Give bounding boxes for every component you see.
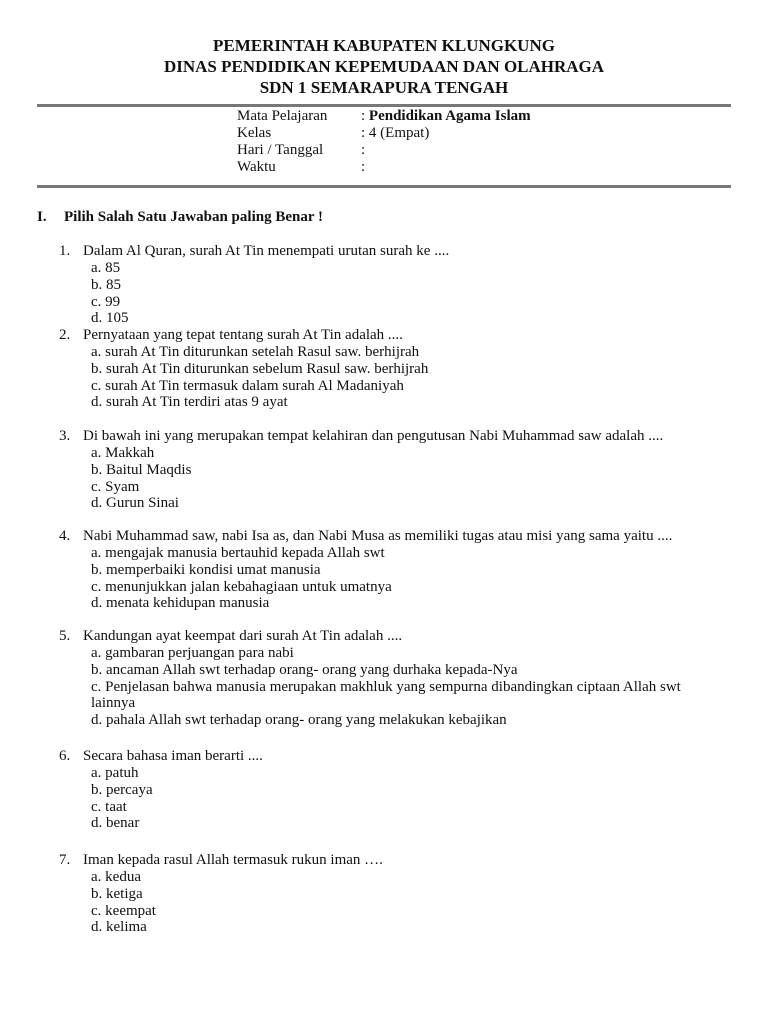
option-item: d. Gurun Sinai	[91, 495, 179, 512]
header-divider-bottom	[37, 185, 731, 188]
question-text: Secara bahasa iman berarti ....	[83, 748, 263, 764]
question-number: 7.	[59, 852, 71, 868]
info-value-class: 4 (Empat)	[368, 125, 430, 141]
info-colon: :	[361, 142, 366, 158]
option-list	[91, 545, 711, 612]
question-stem	[59, 748, 711, 765]
question-number: 1.	[59, 243, 71, 259]
option-item: c. Penjelasan bahwa manusia merupakan makhluk yang sempurna dibandingkan ciptaan Allah swt lainnya	[91, 678, 681, 712]
option-item: b. ketiga	[91, 885, 143, 902]
question-stem	[59, 852, 711, 869]
question-item	[59, 852, 711, 936]
option-item: d. kelima	[91, 919, 147, 936]
info-colon: :	[361, 125, 369, 141]
option-item: d. menata kehidupan manusia	[91, 595, 270, 612]
question-stem	[59, 428, 711, 445]
header-divider-top	[37, 104, 731, 107]
option-item: a. kedua	[91, 869, 141, 885]
option-item: d. benar	[91, 815, 140, 832]
info-colon: :	[361, 159, 366, 175]
option-list	[91, 869, 711, 936]
header-government: PEMERINTAH KABUPATEN KLUNGKUNG	[213, 36, 555, 55]
option-item: b. memperbaiki kondisi umat manusia	[91, 561, 321, 578]
option-item: b. Baitul Maqdis	[91, 461, 192, 478]
question-stem	[59, 243, 711, 260]
question-number: 2.	[59, 327, 71, 343]
info-value-wrap	[361, 125, 429, 142]
question-stem	[59, 327, 711, 344]
option-item: a. Makkah	[91, 445, 155, 461]
question-stem	[59, 528, 711, 545]
question-stem	[59, 628, 711, 645]
option-item: b. percaya	[91, 781, 153, 798]
info-value-wrap	[361, 159, 365, 176]
section-heading	[37, 209, 323, 226]
question-text: Pernyataan yang tepat tentang surah At Tin adalah ....	[83, 327, 403, 343]
header-department: DINAS PENDIDIKAN KEPEMUDAAN DAN OLAHRAGA	[163, 57, 605, 76]
question-item	[59, 628, 711, 729]
info-row-time	[237, 159, 531, 176]
exam-info	[237, 108, 531, 176]
section-title: Pilih Salah Satu Jawaban paling Benar !	[64, 209, 323, 225]
question-text: Iman kepada rasul Allah termasuk rukun iman ….	[83, 852, 383, 868]
option-item: a. patuh	[91, 765, 139, 781]
question-text: Di bawah ini yang merupakan tempat kelahiran dan pengutusan Nabi Muhammad saw adalah ....	[83, 428, 664, 444]
option-item: b. surah At Tin diturunkan sebelum Rasul saw. berhijrah	[91, 360, 429, 377]
option-item: c. keempat	[91, 902, 156, 919]
question-number: 6.	[59, 748, 71, 764]
document-header	[0, 35, 768, 98]
option-item: a. 85	[91, 260, 121, 276]
option-item: d. surah At Tin terdiri atas 9 ayat	[91, 394, 288, 411]
info-label: Waktu	[237, 159, 276, 175]
info-value-wrap	[361, 108, 531, 125]
header-school: SDN 1 SEMARAPURA TENGAH	[259, 78, 509, 97]
info-row-date	[237, 142, 531, 159]
option-list	[91, 645, 711, 729]
option-item: a. surah At Tin diturunkan setelah Rasul saw. berhijrah	[91, 344, 420, 360]
info-value-wrap	[361, 142, 365, 159]
option-list	[91, 260, 711, 327]
question-number: 5.	[59, 628, 71, 644]
info-colon: :	[361, 108, 369, 124]
option-item: a. mengajak manusia bertauhid kepada Allah swt	[91, 545, 385, 561]
info-label: Mata Pelajaran	[237, 108, 328, 124]
question-item	[59, 327, 711, 411]
option-list	[91, 445, 711, 512]
question-item	[59, 243, 711, 327]
question-number: 4.	[59, 528, 71, 544]
option-item: c. surah At Tin termasuk dalam surah Al Madaniyah	[91, 377, 404, 394]
question-item	[59, 428, 711, 512]
option-item: b. 85	[91, 276, 121, 293]
option-item: a. gambaran perjuangan para nabi	[91, 645, 294, 661]
question-item	[59, 748, 711, 832]
option-list	[91, 344, 711, 411]
section-number: I.	[37, 209, 47, 225]
option-item: d. pahala Allah swt terhadap orang- orang yang melakukan kebajikan	[91, 712, 507, 729]
info-label: Kelas	[237, 125, 272, 141]
info-row-subject	[237, 108, 531, 125]
question-text: Dalam Al Quran, surah At Tin menempati urutan surah ke ....	[83, 243, 450, 259]
question-text: Nabi Muhammad saw, nabi Isa as, dan Nabi Musa as memiliki tugas atau misi yang sama yaitu ....	[83, 528, 673, 544]
info-label: Hari / Tanggal	[237, 142, 324, 158]
option-list	[91, 765, 711, 832]
option-item: c. menunjukkan jalan kebahagiaan untuk umatnya	[91, 578, 392, 595]
question-text: Kandungan ayat keempat dari surah At Tin adalah ....	[83, 628, 403, 644]
option-item: c. taat	[91, 798, 127, 815]
info-row-class	[237, 125, 531, 142]
option-item: c. 99	[91, 293, 121, 310]
question-number: 3.	[59, 428, 71, 444]
option-item: b. ancaman Allah swt terhadap orang- orang yang durhaka kepada-Nya	[91, 661, 518, 678]
question-item	[59, 528, 711, 612]
option-item: d. 105	[91, 310, 129, 327]
option-item: c. Syam	[91, 478, 140, 495]
info-value-subject: Pendidikan Agama Islam	[368, 108, 531, 124]
